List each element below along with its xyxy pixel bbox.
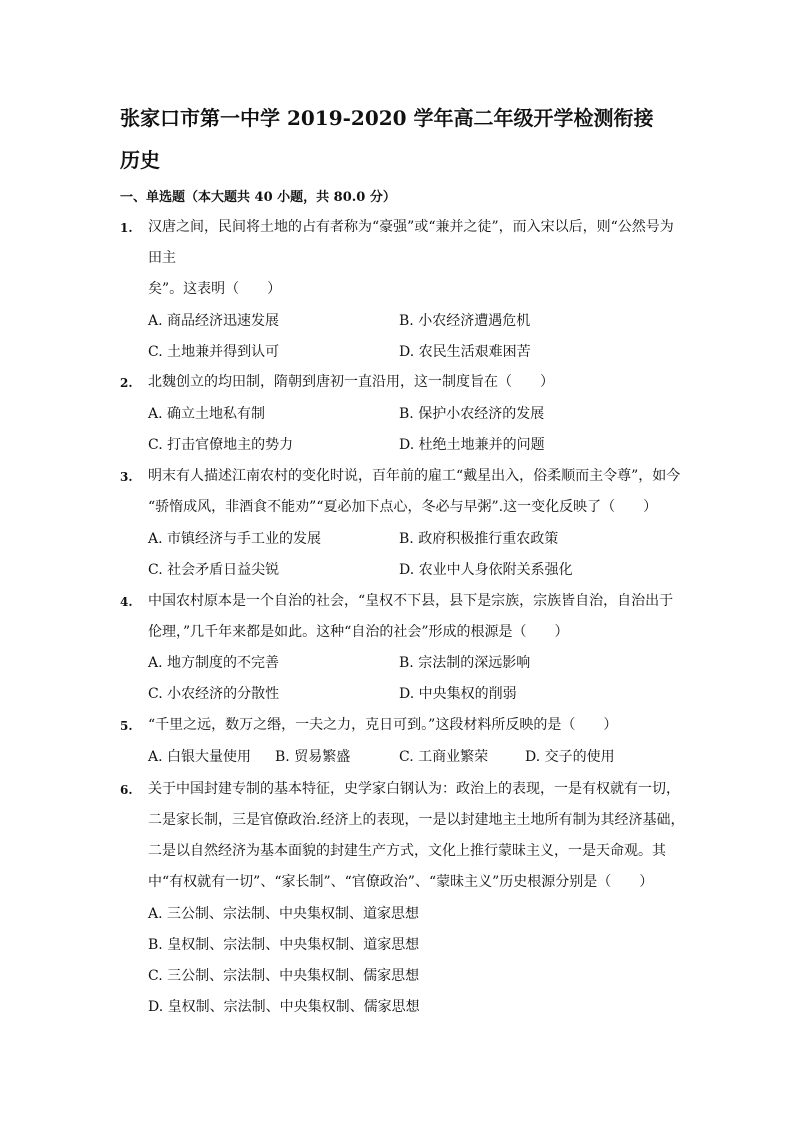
- document-title-line1: 张家口市第一中学 2019-2020 学年高二年级开学检测衔接: [120, 106, 654, 130]
- option-b: B. 宗法制的深远影响: [399, 655, 531, 671]
- option-b: B. 政府积极推行重农政策: [399, 531, 559, 547]
- question-text-line: 中国农村原本是一个自治的社会，“皇权不下县，县下是宗族，宗族皆自治，自治出于: [148, 593, 674, 609]
- question-number: 6.: [120, 783, 133, 797]
- option-a: A. 三公制、宗法制、中央集权制、道家思想: [148, 906, 420, 922]
- option-c: C. 三公制、宗法制、中央集权制、儒家思想: [148, 968, 420, 984]
- option-a: A. 确立土地私有制: [148, 406, 266, 422]
- option-d: D. 中央集权的削弱: [399, 686, 517, 702]
- option-b: B. 小农经济遭遇危机: [399, 313, 531, 329]
- question-text-line: “千里之远，数万之缗，一夫之力，克日可到。”这段材料所反映的是（ ）: [148, 717, 618, 733]
- question-text-line: 二是家长制，三是官僚政治.经济上的表现，一是以封建地主土地所有制为其经济基础，: [148, 812, 685, 828]
- option-d: D. 交子的使用: [525, 749, 615, 765]
- question-text-line: 矣”。这表明（ ）: [148, 281, 282, 297]
- section-heading: 一、单选题（本大题共 40 小题，共 80.0 分）: [120, 190, 396, 205]
- option-c: C. 土地兼并得到认可: [148, 344, 280, 360]
- option-b: B. 贸易繁盛: [275, 749, 351, 765]
- question-text-line: 北魏创立的均田制，隋朝到唐初一直沿用，这一制度旨在（ ）: [148, 374, 554, 390]
- question-text-line: “骄惰成风，非酒食不能劝”“夏必加下点心，冬必与早粥”.这一变化反映了（ ）: [148, 499, 658, 515]
- option-a: A. 白银大量使用: [148, 749, 252, 765]
- question-text-line: 明末有人描述江南农村的变化时说，百年前的雇工“戴星出入，俗柔顺而主令尊”，如今: [148, 468, 681, 484]
- option-c: C. 小农经济的分散性: [148, 686, 280, 702]
- option-d: D. 农民生活艰难困苦: [399, 344, 531, 360]
- option-a: A. 地方制度的不完善: [148, 655, 280, 671]
- question-number: 5.: [120, 719, 133, 733]
- option-d: D. 农业中人身依附关系强化: [399, 562, 573, 578]
- option-d: D. 皇权制、宗法制、中央集权制、儒家思想: [148, 999, 420, 1015]
- question-text-line: 中“有权就有一切”、“家长制”、“官僚政治”、“蒙昧主义”历史根源分别是（ ）: [148, 874, 654, 890]
- option-d: D. 杜绝土地兼并的问题: [399, 437, 545, 453]
- option-c: C. 工商业繁荣: [399, 749, 489, 765]
- document-title-line2: 历史: [120, 148, 160, 172]
- question-text-line: 关于中国封建专制的基本特征，史学家白钢认为：政治上的表现，一是有权就有一切，: [148, 781, 680, 797]
- question-number: 3.: [120, 470, 133, 484]
- question-text-line: 二是以自然经济为基本面貌的封建生产方式，文化上推行蒙昧主义，一是天命观。其: [148, 843, 666, 859]
- question-text-line: 汉唐之间，民间将土地的占有者称为“豪强”或“兼并之徒”，而入宋以后，则“公然号为: [148, 219, 674, 235]
- question-number: 2.: [120, 376, 133, 390]
- option-b: B. 保护小农经济的发展: [399, 406, 545, 422]
- option-c: C. 社会矛盾日益尖锐: [148, 562, 280, 578]
- option-c: C. 打击官僚地主的势力: [148, 437, 294, 453]
- option-a: A. 商品经济迅速发展: [148, 313, 280, 329]
- question-text-line: 伦理，”几千年来都是如此。这种“自治的社会”形成的根源是（ ）: [148, 624, 569, 640]
- question-number: 4.: [120, 595, 133, 609]
- option-b: B. 皇权制、宗法制、中央集权制、道家思想: [148, 937, 420, 953]
- option-a: A. 市镇经济与手工业的发展: [148, 531, 322, 547]
- question-text-line: 田主: [148, 250, 176, 266]
- question-number: 1.: [120, 221, 133, 235]
